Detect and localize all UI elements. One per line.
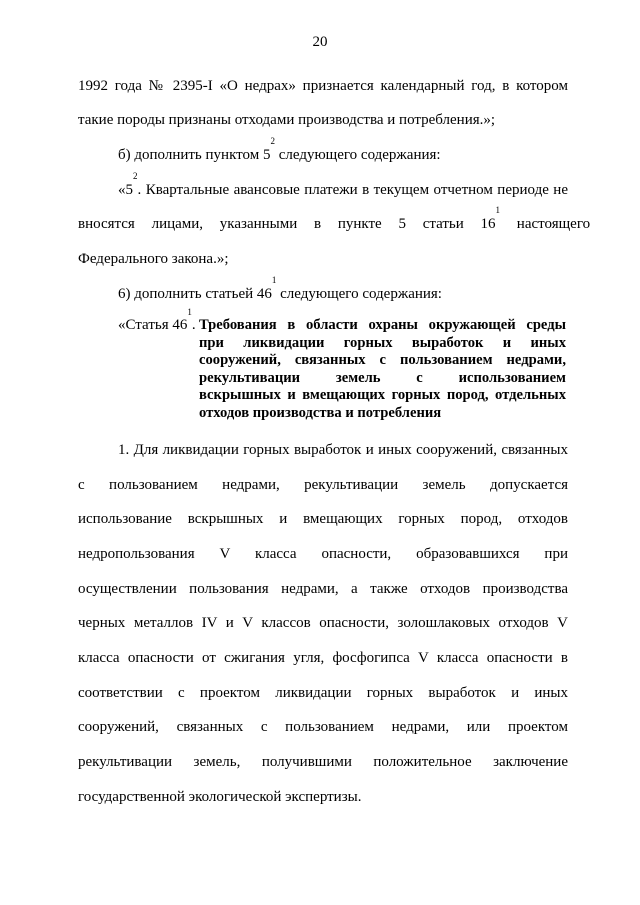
paragraph-line: недропользования V класса опасности, образовавшихся при bbox=[78, 546, 568, 562]
paragraph-line: с пользованием недрами, рекультивации земель допускается bbox=[78, 477, 568, 493]
paragraph-line: осуществлении пользования недрами, а также отходов производства bbox=[78, 581, 568, 597]
article-title-line: вскрышных и вмещающих горных пород, отдельных bbox=[199, 387, 566, 403]
paragraph-line bbox=[118, 171, 568, 199]
text-fragment: «5 bbox=[118, 182, 133, 198]
text-fragment: настоящего bbox=[500, 216, 591, 232]
paragraph-line bbox=[118, 136, 568, 164]
paragraph-line: использование вскрышных и вмещающих горных пород, отходов bbox=[78, 511, 568, 527]
paragraph-line: 1992 года № 2395-I «О недрах» признается календарный год, в котором bbox=[78, 78, 568, 94]
article-label bbox=[118, 307, 196, 334]
text-fragment: . bbox=[191, 317, 196, 333]
text-fragment: 6) дополнить статьей 46 bbox=[118, 286, 272, 302]
article-title-line: Требования в области охраны окружающей среды bbox=[199, 317, 566, 333]
text-fragment: . Квартальные авансовые платежи в текущем отчетном периоде не bbox=[137, 182, 568, 198]
paragraph-line: государственной экологической экспертизы. bbox=[78, 789, 362, 805]
article-title-line: при ликвидации горных выработок и иных bbox=[199, 334, 566, 351]
paragraph-line: класса опасности от сжигания угля, фосфогипса V класса опасности в bbox=[78, 650, 568, 666]
page-number: 20 bbox=[312, 34, 328, 50]
paragraph-line: 1. Для ликвидации горных выработок и иных сооружений, связанных bbox=[118, 442, 568, 458]
superscript: 2 bbox=[270, 136, 275, 146]
text-fragment: вносятся лицами, указанными в пункте 5 статьи 16 bbox=[78, 216, 496, 232]
paragraph-line: сооружений, связанных с пользованием недрами, или проектом bbox=[78, 719, 568, 735]
article-title bbox=[199, 317, 566, 422]
superscript: 1 bbox=[271, 275, 277, 285]
superscript: 2 bbox=[133, 171, 138, 181]
paragraph-line: такие породы признаны отходами производства и потребления.»; bbox=[78, 112, 496, 128]
text-fragment: «Статья 46 bbox=[118, 317, 188, 333]
paragraph-line bbox=[78, 205, 591, 233]
text-fragment: следующего содержания: bbox=[274, 147, 441, 163]
article-title-line: отходов производства и потребления bbox=[199, 404, 442, 421]
superscript: 1 bbox=[495, 205, 501, 215]
article-title-line: сооружений, связанных с пользованием недрами, bbox=[199, 352, 566, 368]
paragraph-line bbox=[118, 275, 568, 303]
paragraph-line: рекультивации земель, получившими положительное заключение bbox=[78, 754, 568, 770]
article-title-line: рекультивации земель с использованием bbox=[199, 369, 566, 386]
text-fragment: б) дополнить пунктом 5 bbox=[118, 147, 271, 163]
superscript: 1 bbox=[187, 307, 192, 317]
paragraph-line: черных металлов IV и V классов опасности, золошлаковых отходов V bbox=[78, 615, 568, 631]
text-fragment: следующего содержания: bbox=[276, 286, 442, 302]
paragraph-line: Федерального закона.»; bbox=[78, 251, 229, 267]
paragraph-line: соответствии с проектом ликвидации горных выработок и иных bbox=[78, 685, 568, 701]
